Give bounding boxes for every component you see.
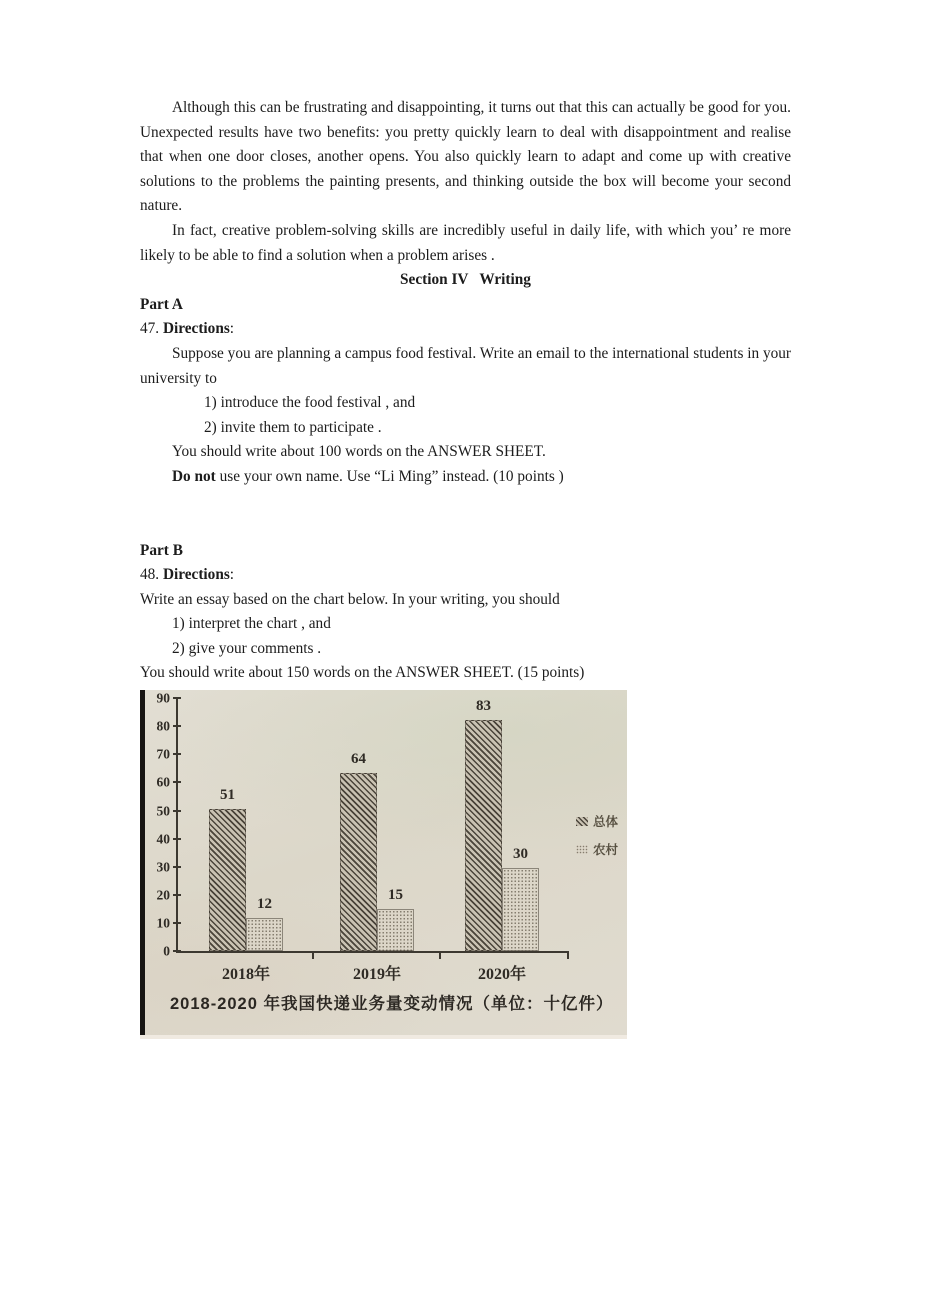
y-tick-mark xyxy=(173,810,181,812)
x-category-label: 2019年 xyxy=(352,966,402,984)
part-a-note-2 xyxy=(140,465,791,490)
part-b-colon: : xyxy=(229,566,235,584)
y-tick-label: 20 xyxy=(156,887,170,903)
chart-caption: 2018-2020 年我国快递业务量变动情况（单位：十亿件） xyxy=(170,995,614,1014)
bar-value-label: 30 xyxy=(513,846,528,863)
y-tick-label: 10 xyxy=(156,915,170,931)
part-b-point-2: 2) give your comments . xyxy=(172,639,322,657)
part-a-note-2-bold: Do not xyxy=(172,467,216,485)
bar-total xyxy=(340,773,377,951)
part-b-item-number: 48. xyxy=(140,566,163,584)
page-content xyxy=(140,96,791,1039)
bar-rural xyxy=(502,868,539,951)
part-a-directions-line xyxy=(140,317,791,342)
legend-marker-rural-icon xyxy=(576,845,588,854)
legend-item xyxy=(576,812,618,830)
y-tick-mark xyxy=(173,894,181,896)
y-tick-mark xyxy=(173,753,181,755)
y-tick-label: 40 xyxy=(156,831,170,847)
bar-total xyxy=(465,720,502,951)
scan-edge-line xyxy=(140,690,145,1035)
part-b-directions-label: Directions xyxy=(162,566,230,584)
y-tick-label: 80 xyxy=(156,718,170,734)
chart-legend xyxy=(576,812,618,868)
legend-item xyxy=(576,840,618,858)
part-b-title: Part B xyxy=(140,541,183,559)
y-tick-mark xyxy=(173,781,181,783)
bar-value-label: 51 xyxy=(220,787,235,804)
part-a-intro: Suppose you are planning a campus food festival. Write an email to the international students in your university to xyxy=(140,344,791,387)
part-a-colon: : xyxy=(229,320,235,338)
y-tick-mark xyxy=(173,866,181,868)
x-tick-mark xyxy=(312,953,314,959)
y-tick-label: 30 xyxy=(156,859,170,875)
part-a-item-number: 47. xyxy=(140,320,163,338)
y-tick-mark xyxy=(173,697,181,699)
bar-value-label: 83 xyxy=(476,698,491,715)
part-a-title: Part A xyxy=(140,295,183,313)
bar-value-label: 12 xyxy=(257,896,272,913)
part-b-directions-line xyxy=(140,563,791,588)
part-a-note-1: You should write about 100 words on the ANSWER SHEET. xyxy=(172,443,546,461)
y-tick-mark xyxy=(173,950,181,952)
bar-value-label: 15 xyxy=(388,887,403,904)
part-a-point-2: 2) invite them to participate . xyxy=(204,418,382,436)
y-tick-mark xyxy=(173,922,181,924)
y-tick-label: 0 xyxy=(163,943,170,959)
y-tick-label: 60 xyxy=(156,774,170,790)
bar-total xyxy=(209,809,246,951)
part-a-note-2-rest: use your own name. Use “Li Ming” instead. (10 points ) xyxy=(215,467,564,485)
part-b-note-1: You should write about 150 words on the ANSWER SHEET. (15 points) xyxy=(140,664,585,682)
part-b-point-1: 1) interpret the chart , and xyxy=(172,615,331,633)
y-tick-label: 70 xyxy=(156,746,170,762)
bar-rural xyxy=(377,909,414,951)
bar-rural xyxy=(246,918,283,951)
x-category-label: 2018年 xyxy=(221,966,271,984)
x-tick-mark xyxy=(439,953,441,959)
part-a-point-1: 1) introduce the food festival , and xyxy=(204,394,416,412)
y-tick-mark xyxy=(173,838,181,840)
y-tick-label: 50 xyxy=(156,803,170,819)
x-category-label: 2020年 xyxy=(477,966,527,984)
legend-label: 农村 xyxy=(593,843,619,858)
legend-marker-total-icon xyxy=(576,817,588,826)
x-tick-mark xyxy=(567,953,569,959)
bar-value-label: 64 xyxy=(351,751,366,768)
part-a xyxy=(140,293,791,490)
y-tick-label: 90 xyxy=(156,690,170,706)
body-paragraph-2: In fact, creative problem-solving skills are incredibly useful in daily life, with which you’ re more likely to be able to find a solution when a problem arises . xyxy=(140,221,791,264)
bar-plot xyxy=(156,690,569,984)
legend-label: 总体 xyxy=(593,815,619,830)
section-heading: Section IV Writing xyxy=(400,271,531,289)
part-b xyxy=(140,539,791,687)
y-tick-mark xyxy=(173,725,181,727)
body-paragraph-1: Although this can be frustrating and disappointing, it turns out that this can actually be good for you. Unexpected results have two benefits: you pretty quickly learn to deal with disappointment and realise that when one door closes, another opens. You also quickly learn to adapt and come up with creative solutions to the problems the painting presents, and thinking outside the box will become your second nature. xyxy=(140,99,791,215)
part-b-intro: Write an essay based on the chart below. In your writing, you should xyxy=(140,590,560,608)
chart-figure xyxy=(140,690,627,1039)
part-a-directions-label: Directions xyxy=(162,320,230,338)
